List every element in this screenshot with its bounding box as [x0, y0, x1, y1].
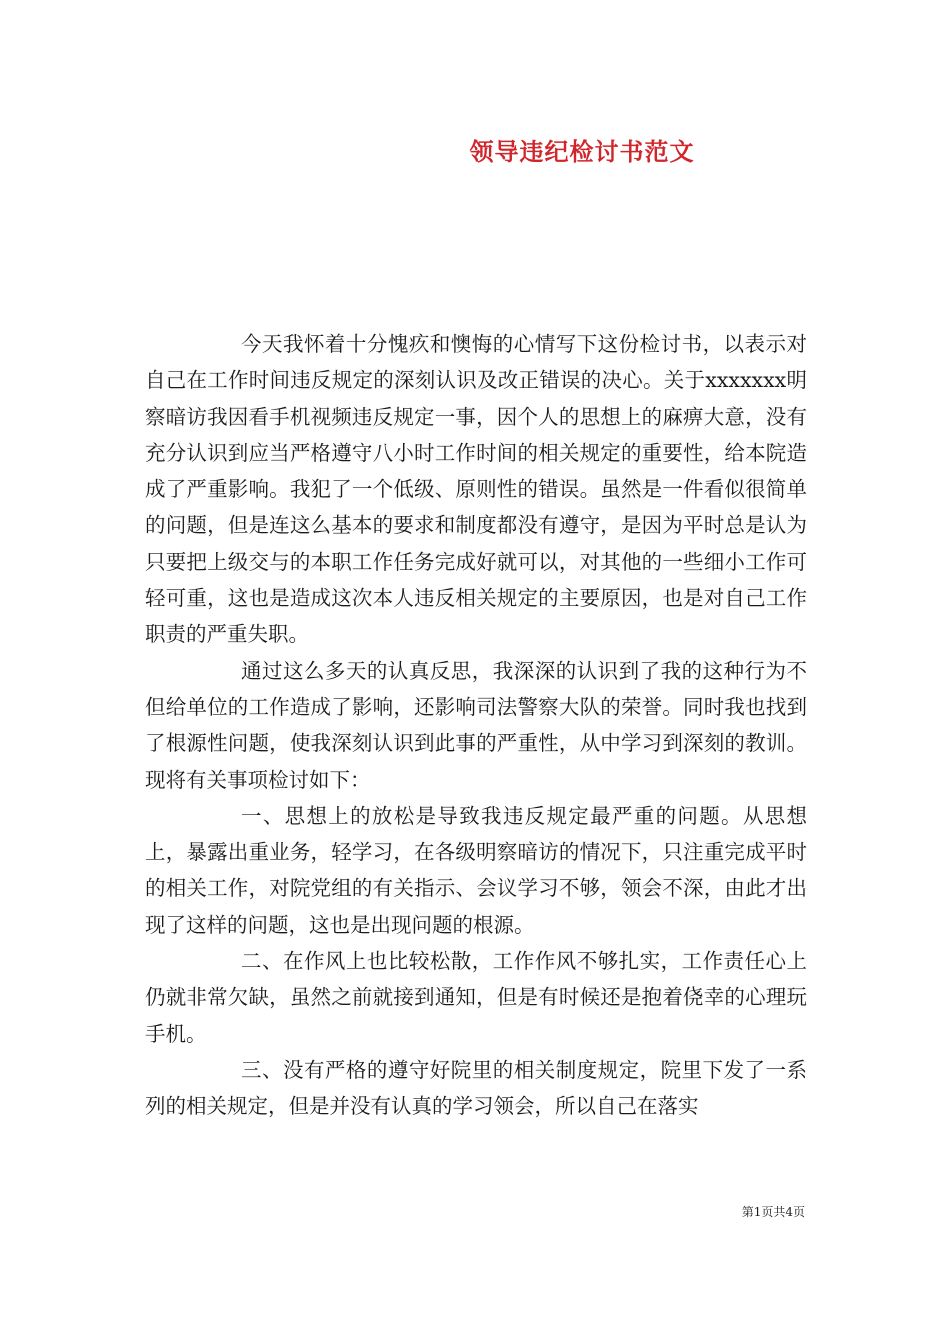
paragraph-3: 一、思想上的放松是导致我违反规定最严重的问题。从思想上，暴露出重业务，轻学习，在各级明察暗访的情况下，只注重完成平时的相关工作，对院党组的有关指示、会议学习不够，领会不深，由此才出现了这样的问题，这也是出现问题的根源。 [145, 803, 807, 937]
paragraph-5: 三、没有严格的遵守好院里的相关制度规定，院里下发了一系列的相关规定，但是并没有认真的学习领会，所以自己在落实 [145, 1057, 807, 1119]
document-title: 领导违纪检讨书范文 [469, 137, 695, 166]
page-number-footer: 第1页共4页 [741, 1205, 805, 1219]
paragraph-1: 今天我怀着十分愧疚和懊悔的心情写下这份检讨书，以表示对自己在工作时间违反规定的深刻认识及改正错误的决心。关于xxxxxxx明察暗访我因看手机视频违反规定一事，因个人的思想上的麻痹大意，没有充分认识到应当严格遵守八小时工作时间的相关规定的重要性，给本院造成了严重影响。我犯了一个低级、原则性的错误。虽然是一件看似很简单的问题，但是连这么基本的要求和制度都没有遵守，是因为平时总是认为只要把上级交与的本职工作任务完成好就可以，对其他的一些细小工作可轻可重，这也是造成这次本人违反相关规定的主要原因，也是对自己工作职责的严重失职。 [145, 332, 807, 647]
document-body [145, 326, 807, 1125]
paragraph-4: 二、在作风上也比较松散，工作作风不够扎实，工作责任心上仍就非常欠缺，虽然之前就接到通知，但是有时候还是抱着侥幸的心理玩手机。 [145, 949, 807, 1046]
paragraph-2: 通过这么多天的认真反思，我深深的认识到了我的这种行为不但给单位的工作造成了影响，还影响司法警察大队的荣誉。同时我也找到了根源性问题，使我深刻认识到此事的严重性，从中学习到深刻的教训。现将有关事项检讨如下： [145, 658, 807, 792]
